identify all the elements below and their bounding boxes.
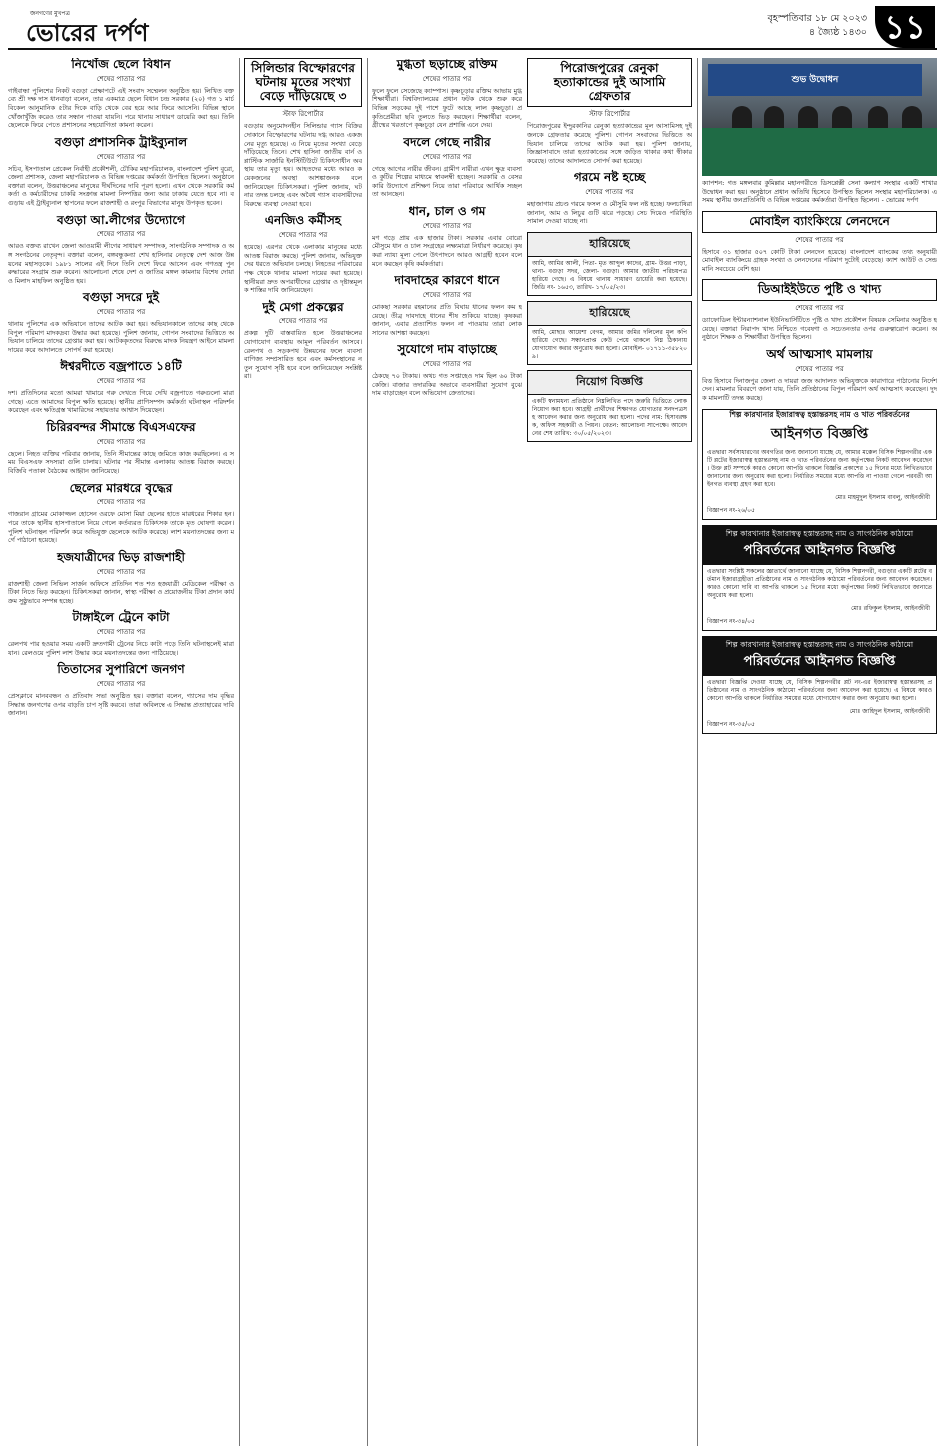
byline: শেষের পাতার পর	[96, 628, 146, 637]
byline: শেষের পাতার পর	[96, 308, 146, 317]
byline: শেষের পাতার পর	[278, 231, 328, 240]
legal-notice-title: পরিবর্তনের আইনগত বিজ্ঞপ্তি	[743, 653, 896, 669]
story-heatwave-paddy	[372, 274, 522, 337]
byline: শেষের পাতার পর	[96, 567, 146, 576]
story-body: সচিব, ইসপাতাল প্রেকেল নির্বাহী প্রকৌশলী, চৌকির মহাপরিচালক, বাংলাদেশ পুলিশ বুরো, জেলা প্রশাসক, জেলা মহাপরিচালক ও বিভিন্ন দপ্তরের কর্মকর্তা উপস্থিত ছিলেন। অনুষ্ঠানে বক্তারা বলেন, উত্তরাঞ্চলের মানুষের দীর্ঘদিনের দাবি পূরণ হলো। এখন থেকে সরকারি কর্মকর্তা ও কর্মচারীদের চাকরি সংক্রান্ত মামলা নিষ্পত্তির জন্য আর ঢাকায় যেতে হবে না। বগুড়ায় এই ট্রাইব্যুনাল স্থাপনের ফলে রাজশাহী ও রংপুর বিভাগের মানুষ উপকৃত হবেন।	[8, 164, 234, 207]
legal-notice-header	[703, 637, 936, 676]
headline: বগুড়া প্রশাসনিক ট্রাইব্যুনাল	[54, 134, 188, 149]
story-body: বিত্ত হিসাবে দিনাজপুর জেলা ও দায়রা জজ আদালত অভিযুক্তকে কারাগারে পাঠানোর নির্দেশ দেন। মামলার বিবরণে জানা যায়, তিনি প্রতিষ্ঠানের বিপুল পরিমাণ অর্থ আত্মসাৎ করেছেন। দুদক মামলাটি তদন্ত করছে।	[702, 376, 937, 402]
classified-body: একটি স্বনামধন্য প্রতিষ্ঠানে নিম্নলিখিত পদে জরুরি ভিত্তিতে লোক নিয়োগ করা হবে। আগ্রহী প্রার্থীদের শিক্ষাগত যোগ্যতার সনদপত্রসহ আবেদন করার জন্য অনুরোধ করা হলো। পদের নাম: হিসাবরক্ষক, অফিস সহকারী ও পিয়ন। বেতন: আলোচনা সাপেক্ষে। আবেদনের শেষ তারিখ: ৩০/০৫/২০২৩।	[532, 397, 687, 437]
classified-title: হারিয়েছে	[528, 302, 691, 326]
masthead	[8, 6, 937, 50]
legal-notice-body: এতদ্বারা সংশ্লিষ্ট সকলের জ্ঞাতার্থে জানানো যাচ্ছে যে, বিসিক শিল্পনগরী, বগুড়ার একটি প্লটের বর্তমান ইজারাগ্রহীতা প্রতিষ্ঠানের নাম ও সাংগঠনিক কাঠামো পরিবর্তনের জন্য আবেদন করেছেন। কারও কোনো দাবি বা আপত্তি থাকলে ১৫ দিনের মধ্যে কর্তৃপক্ষের নিকট লিখিতভাবে জানাতে অনুরোধ করা হলো।	[707, 567, 932, 599]
byline: শেষের পাতার পর	[422, 290, 472, 299]
headline: অর্থ আত্মসাৎ মামলায়	[766, 346, 873, 361]
story-awami-league	[8, 214, 234, 286]
classified-lost-2	[527, 301, 692, 365]
story-mega-projects	[244, 301, 362, 381]
story-body: দশ। প্রতিদিনের মতো আমরা খামারে গরু দেখতে গিয়ে দেখি বজ্রপাতে গরুগুলো মারা গেছে। এতে আমাদের বিপুল ক্ষতি হয়েছে। স্থানীয় প্রাণিসম্পদ কর্মকর্তা ঘটনাস্থল পরিদর্শন করেছেন এবং ক্ষতিগ্রস্ত খামারিদের সহায়তার আশ্বাস দিয়েছেন।	[8, 389, 234, 415]
byline: শেষের পাতার পর	[96, 498, 146, 507]
date-line-2: ৪ জ্যৈষ্ঠ ১৪৩০	[808, 27, 867, 38]
story-body: মণ গড়ে প্রায় এক হাজার টাকা। সরকার এবার বোরো মৌসুমে ধান ও চাল সংগ্রহের লক্ষ্যমাত্রা নির্ধারণ করেছে। কৃষকরা ন্যায্য মূল্য পেলে উৎপাদনে আরও আগ্রহী হবেন বলে মনে করছেন কৃষি কর্মকর্তারা।	[372, 233, 522, 268]
story-hajj-pilgrims	[8, 551, 234, 606]
headline: মোবাইল ব্যাংকিংয়ে লেনদেনে	[702, 211, 937, 233]
column-divider	[697, 58, 698, 1446]
legal-notice-3	[702, 636, 937, 734]
byline: শেষের পাতার পর	[795, 235, 844, 244]
story-son-beating	[8, 482, 234, 545]
legal-notice-1	[702, 409, 937, 520]
legal-notice-ref: বিজ্ঞাপন নং-৩৪/০৫	[707, 617, 755, 625]
photo-banner-text: শুভ উদ্বোধন	[791, 75, 839, 85]
byline: শেষের পাতার পর	[422, 221, 472, 230]
byline: স্টাফ রিপোর্টার	[589, 110, 630, 119]
byline: শেষের পাতার পর	[96, 437, 146, 446]
column-divider	[239, 58, 240, 1446]
column-divider	[367, 58, 368, 1446]
story-admin-tribunal	[8, 136, 234, 208]
byline: শেষের পাতার পর	[795, 364, 844, 373]
story-train-accident	[8, 611, 234, 657]
story-renuka-murder	[527, 58, 692, 165]
byline: শেষের পাতার পর	[422, 74, 472, 83]
legal-notice-header	[703, 526, 936, 565]
story-krishnachura	[372, 58, 522, 130]
legal-notice-body: এতদ্বারা বিজ্ঞপ্তি দেওয়া যাচ্ছে যে, বিসিক শিল্পনগরীর প্লট নং-এর ইজারাস্বত্ব হস্তান্তরসহ প্রতিষ্ঠানের নাম ও সাংগঠনিক কাঠামো পরিবর্তনের জন্য আবেদন করা হয়েছে। এ বিষয়ে কারও কোনো আপত্তি থাকলে নির্ধারিত সময়ের মধ্যে যোগাযোগ করার জন্য অনুরোধ করা হলো।	[707, 678, 932, 702]
story-heat-damage	[527, 171, 692, 226]
classified-title: হারিয়েছে	[528, 233, 691, 257]
legal-notice-ref: বিজ্ঞাপন নং-২৬/০৫	[707, 506, 755, 514]
ceremony-table	[702, 128, 937, 176]
story-body: হিসাবে ৩১ হাজার ৫০৭ কোটি টাকা লেনদেন হয়েছে। বাংলাদেশ ব্যাংকের তথ্য অনুযায়ী মোবাইল ব্যাংকিংয়ে গ্রাহক সংখ্যা ও লেনদেনের পরিমাণ দুটোই বেড়েছে। ক্যাশ আউট ও সেন্ড মানি সবচেয়ে বেশি হয়।	[702, 247, 937, 273]
story-body: রেলপথ পার হওয়ার সময় একটি দ্রুতগামী ট্রেনের নিচে কাটা পড়ে তিনি ঘটনাস্থলেই মারা যান। রেলওয়ে পুলিশ লাশ উদ্ধার করে ময়নাতদন্তের জন্য পাঠিয়েছে।	[8, 640, 234, 657]
column-1	[8, 58, 234, 1446]
photo-banner	[708, 64, 922, 96]
headline: ছেলের মারধরে বৃদ্ধের	[69, 480, 173, 495]
byline: শেষের পাতার পর	[422, 152, 472, 161]
headline: বগুড়া আ.লীগের উদ্যোগে	[56, 212, 186, 227]
story-body: থানায় পুলিশের এক অভিযানে তাদের আটক করা হয়। অভিযানকালে তাদের কাছ থেকে বিপুল পরিমাণ মাদকদ্রব্য উদ্ধার করা হয়েছে। পুলিশ জানায়, গোপন সংবাদের ভিত্তিতে অভিযান চালিয়ে তাদের গ্রেপ্তার করা হয়। আটককৃতদের বিরুদ্ধে মাদক নিয়ন্ত্রণ আইনে মামলা দায়ের করে আদালতে সোপর্দ করা হয়েছে।	[8, 320, 234, 354]
story-cylinder-blast	[244, 58, 362, 208]
legal-notice-body: এতদ্বারা সর্বসাধারণের অবগতির জন্য জানানো যাচ্ছে যে, আমার মক্কেল বিসিক শিল্পনগরীর একটি প্লটের ইজারাস্বত্ব হস্তান্তরসহ নাম ও খাত পরিবর্তনের জন্য কর্তৃপক্ষের নিকট আবেদন করেছেন। উক্ত প্লট সম্পর্কে কারও কোনো আপত্তি থাকলে বিজ্ঞপ্তি প্রকাশের ১৫ দিনের মধ্যে লিখিতভাবে জানানোর জন্য অনুরোধ করা হলো। নির্ধারিত সময়ের মধ্যে আপত্তি না পাওয়া গেলে পরবর্তী আইনগত ব্যবস্থা গ্রহণ করা হবে।	[707, 448, 932, 488]
headline: বগুড়া সদরে দুই	[83, 290, 159, 305]
story-lightning	[8, 360, 234, 415]
story-bogura-sadar	[8, 291, 234, 354]
newspaper-logo: ভোরের দর্পণ	[26, 19, 149, 47]
story-body: বগুড়ায় অনুমোদনহীন সিলিন্ডার গ্যাস বিক্রির দোকানে বিস্ফোরণের ঘটনায় দগ্ধ আরও একজনের মৃত্যু হয়েছে। এ নিয়ে মৃতের সংখ্যা বেড়ে দাঁড়িয়েছে তিনে। শেখ হাসিনা জাতীয় বার্ন ও প্লাস্টিক সার্জারি ইনস্টিটিউটে চিকিৎসাধীন অবস্থায় তার মৃত্যু হয়। আহতদের মধ্যে আরও কয়েকজনের অবস্থা আশঙ্কাজনক বলে জানিয়েছেন চিকিৎসকরা। পুলিশ জানায়, ঘটনার তদন্ত চলছে এবং অবৈধ গ্যাস ব্যবসায়ীদের বিরুদ্ধে ব্যবস্থা নেওয়া হবে।	[244, 122, 362, 208]
legal-notice-2	[702, 525, 937, 631]
legal-notice-subtitle: শিল্প কারখানার ইজারাস্বত্ব হস্তান্তরসহ নাম ও খাত পরিবর্তনের	[729, 409, 910, 419]
headline: গরমে নষ্ট হচ্ছে	[573, 170, 646, 185]
story-price-hike	[372, 343, 522, 398]
headline: দাবদাহের কারণে ধানে	[394, 273, 500, 288]
story-titas-gas	[8, 663, 234, 718]
story-body: হয়েছে। এরপর থেকে এলাকার মানুষের মধ্যে আতঙ্ক বিরাজ করছে। পুলিশ জানায়, অভিযুক্তদের ধরতে অভিযান চলছে। নিহতের পরিবারের পক্ষ থেকে থানায় মামলা দায়ের করা হয়েছে। স্থানীয়রা দ্রুত অপরাধীদের গ্রেপ্তার ও দৃষ্টান্তমূলক শাস্তির দাবি জানিয়েছেন।	[244, 243, 362, 295]
story-body: পিরোজপুরের ইন্দুরকানির রেনুকা হত্যাকান্ডের মূল আসামিসহ দুইজনকে গ্রেফতার করেছে পুলিশ। গোপন সংবাদের ভিত্তিতে অভিযান চালিয়ে তাদের আটক করা হয়। পুলিশ জানায়, জিজ্ঞাসাবাদে তারা হত্যাকাণ্ডের সঙ্গে জড়িত থাকার কথা স্বীকার করেছে। তাদের আদালতে সোপর্দ করা হয়েছে।	[527, 122, 692, 165]
headline: এনজিও কর্মীসহ	[264, 213, 342, 228]
byline: শেষের পাতার পর	[96, 74, 146, 83]
column-2	[244, 58, 362, 1446]
story-border-bsf	[8, 421, 234, 476]
byline: শেষের পাতার পর	[795, 304, 844, 313]
story-rice-wheat	[372, 205, 522, 268]
date-line-1: বৃহস্পতিবার ১৮ মে ২০২৩	[767, 13, 867, 24]
issue-date	[767, 12, 867, 40]
byline: শেষের পাতার পর	[422, 360, 472, 369]
story-embezzlement	[702, 348, 937, 403]
classified-body: আমি, মোছাঃ আয়েশা বেগম, আমার জমির দলিলের মূল কপি হারিয়ে গেছে। সন্ধানপ্রাপ্ত কেউ পেয়ে থাকলে নিম্ন ঠিকানায় যোগাযোগ করার অনুরোধ করা হলো। মোবাইল- ০১৭১১-৩৫৮২০৯।	[532, 328, 687, 360]
headline: টাঙ্গাইলে ট্রেনে কাটা	[72, 610, 170, 625]
headline: হজযাত্রীদের ভিড় রাজশাহী	[57, 549, 185, 564]
news-photo	[702, 58, 937, 176]
headline: তিতাসের সুপারিশে জনগণ	[57, 662, 185, 677]
story-women-change	[372, 136, 522, 199]
story-body: ড্যাফোডিল ইন্টারন্যাশনাল ইউনিভার্সিটিতে পুষ্টি ও খাদ্য প্রকৌশল বিষয়ক সেমিনার অনুষ্ঠিত হয়েছে। বক্তারা নিরাপদ খাদ্য নিশ্চিতে গবেষণা ও সচেতনতার ওপর গুরুত্বারোপ করেন। অনুষ্ঠানে শিক্ষক ও শিক্ষার্থীরা উপস্থিত ছিলেন।	[702, 316, 937, 342]
byline: শেষের পাতার পর	[96, 230, 146, 239]
story-body: মোকছা সরকার রহমানের প্রতি বিঘায় ধানের ফলন কম হয়েছে। তীব্র দাবদাহে ধানের শীষ শুকিয়ে যাচ্ছে। কৃষকরা জানান, এবার প্রত্যাশিত ফলন না পাওয়ায় তারা লোকসানের আশঙ্কা করছেন।	[372, 302, 522, 337]
headline: সুযোগে দাম বাড়াচ্ছে	[397, 342, 497, 357]
column-4	[527, 58, 692, 1446]
story-body: প্রকল্প দুটি বাস্তবায়িত হলে উত্তরাঞ্চলের যোগাযোগ ব্যবস্থায় আমূল পরিবর্তন আসবে। রেলপথ ও সড়কপথ উন্নয়নের ফলে ব্যবসা বাণিজ্য সম্প্রসারিত হবে এবং কর্মসংস্থানের নতুন সুযোগ সৃষ্টি হবে বলে জানিয়েছেন সংশ্লিষ্টরা।	[244, 329, 362, 381]
legal-notice-title: পরিবর্তনের আইনগত বিজ্ঞপ্তি	[743, 542, 896, 558]
legal-notice-signature: মোঃ জাহিদুল ইসলাম, আইনজীবী	[849, 707, 930, 715]
headline: চিরিরবন্দর সীমান্তে বিএসএফের	[46, 420, 196, 435]
byline: শেষের পাতার পর	[96, 152, 146, 161]
story-body: ছেলে। নিহত ব্যক্তির পরিবার জানায়, তিনি সীমান্তের কাছে জমিতে কাজ করছিলেন। এ সময় বিএসএফ সদস্যরা গুলি চালায়। ঘটনার পর সীমান্ত এলাকায় আতঙ্ক বিরাজ করছে। বিজিবি পতাকা বৈঠকের আহ্বান জানিয়েছে।	[8, 449, 234, 476]
headline: ধান, চাল ও গম	[408, 203, 486, 218]
story-body: প্রেসক্লাবে মানববন্ধন ও প্রতিবাদ সভা অনুষ্ঠিত হয়। বক্তারা বলেন, গ্যাসের দাম বৃদ্ধির সিদ্ধান্ত জনগণের ওপর বাড়তি চাপ সৃষ্টি করবে। তারা অবিলম্বে এ সিদ্ধান্ত প্রত্যাহারের দাবি জানান।	[8, 692, 234, 718]
story-ngo-worker	[244, 214, 362, 294]
legal-notice-subtitle: শিল্প কারখানার ইজারাস্বত্ব হস্তান্তরসহ নাম ও সাংগঠনিক কাঠামো	[725, 639, 914, 649]
story-body: গাইবান্ধা পুলিশের নিকট বগুড়া প্রেক্ষাপটে এই সংবাদ সম্মেলন অনুষ্ঠিত হয়। লিখিত বক্তব্যে শ্রী দক্ষ দাস ধানবাড়া বলেন, তার একমাত্র ছেলে বিধান চন্দ্র সরকার (২০) গত ১ মার্চ বিকেল আনুমানিক ৫টার দিকে বাড়ি থেকে বের হয়ে আর ফিরে আসেনি। বিভিন্ন স্থানে খোঁজাখুঁজি করেও তার সন্ধান পাওয়া যায়নি। পরে থানায় সাধারণ ডায়েরি করা হয়। তিনি ছেলেকে ফিরে পেতে প্রশাসনের সহযোগিতা কামনা করেন।	[8, 86, 234, 130]
headline: পিরোজপুরের রেনুকা হত্যাকান্ডের দুই আসামি গ্রেফতার	[527, 58, 692, 107]
story-body: ফুলে ফুলে সেজেছে ক্যাম্পাস। কৃষ্ণচূড়ার রক্তিম আভায় মুগ্ধ শিক্ষার্থীরা। বিশ্ববিদ্যালয়ের প্রধান ফটক থেকে শুরু করে বিভিন্ন সড়কের দুই পাশে ফুটে আছে লাল কৃষ্ণচূড়া। প্রকৃতিপ্রেমীরা ছবি তুলতে ভিড় করছেন। শিক্ষার্থীরা বলেন, গ্রীষ্মের খরতাপে কৃষ্ণচূড়া যেন প্রশান্তি এনে দেয়।	[372, 86, 522, 130]
headline: ডিআইইউতে পুষ্টি ও খাদ্য	[702, 279, 937, 301]
classified-title: নিয়োগ বিজ্ঞপ্তি	[528, 371, 691, 395]
legal-notice-subtitle: শিল্প কারখানার ইজারাস্বত্ব হস্তান্তরসহ নাম ও সাংগঠনিক কাঠামো	[725, 528, 914, 538]
photo-caption: ক্যাপশন: গত মঙ্গলবার কুমিল্লার মহানগরীতে ডিসপ্লেক্সী সেনা কল্যাণ সংস্থার একটি শাখার উদ্বোধন করা হয়। অনুষ্ঠানে প্রধান অতিথি হিসেবে উপস্থিত ছিলেন সংস্থার মহাপরিচালক। এ সময় স্থানীয় জনপ্রতিনিধি ও বিভিন্ন দপ্তরের কর্মকর্তারা উপস্থিত ছিলেন। - ভোরের দর্পণ	[702, 179, 937, 205]
headline: মুগ্ধতা ছড়াচ্ছে রক্তিম	[396, 58, 498, 71]
byline: শেষের পাতার পর	[278, 317, 328, 326]
legal-notice-title: আইনগত বিজ্ঞপ্তি	[770, 425, 869, 442]
legal-notice-signature: মোঃ মাহমুদুল ইসলাম বাবলু, আইনজীবী	[835, 493, 930, 501]
story-body: গাজরান গ্রামের মোকাজ্জল হোসেন ওরফে মোসা মিয়া ছেলের হাতে মারধরের শিকার হন। পরে তাকে স্থানীয় হাসপাতালে নিয়ে গেলে কর্তব্যরত চিকিৎসক তাকে মৃত ঘোষণা করেন। পুলিশ ঘটনাস্থল পরিদর্শন করে অভিযুক্ত ছেলেকে আটক করেছে। লাশ ময়নাতদন্তের জন্য মর্গে পাঠানো হয়েছে।	[8, 510, 234, 545]
story-body: গেছে আগের নারীর জীবন। গ্রামীণ নারীরা এখন ক্ষুদ্র ব্যবসা ও কুটির শিল্পের মাধ্যমে স্বাবলম্বী হচ্ছেন। সরকারি ও বেসরকারি উদ্যোগে প্রশিক্ষণ নিয়ে তারা পরিবারে আর্থিক সচ্ছলতা আনছেন।	[372, 164, 522, 199]
headline: দুই মেগা প্রকল্পের	[262, 299, 344, 314]
legal-notice-signature: মোঃ রফিকুল ইসলাম, আইনজীবী	[851, 604, 930, 612]
legal-notice-header	[703, 410, 936, 446]
headline: বদলে গেছে নারীর	[403, 134, 491, 149]
story-body: মহাজাগায় প্রচণ্ড গরমে ফসল ও মৌসুমি ফল নষ্ট হচ্ছে। ফলচাষিরা জানান, আম ও লিচুর গুটি ঝরে পড়ছে। সেচ দিয়েও পরিস্থিতি সামাল দেওয়া যাচ্ছে না।	[527, 200, 692, 226]
classified-body: আমি, আমির আলী, পিতা- মৃত আব্দুল কাদের, গ্রাম- উত্তর পাড়া, থানা- বগুড়া সদর, জেলা- বগুড়া। আমার জাতীয় পরিচয়পত্র হারিয়ে গেছে। এ বিষয়ে থানায় সাধারণ ডায়েরি করা হয়েছে। জিডি নং- ১৬৫৩, তারিখ- ১৭/০৫/২৩।	[532, 259, 687, 291]
brand-tagline: জনগণের মুখপত্র	[30, 10, 70, 17]
story-body: রাজশাহী জেলা সিভিল সার্জন অফিসে প্রতিদিন শত শত হজযাত্রী মেডিকেল পরীক্ষা ও টিকা নিতে ভিড় করছেন। চিকিৎসকরা জানান, স্বাস্থ্য পরীক্ষা ও প্রয়োজনীয় টিকা প্রদান কার্যক্রম সুষ্ঠুভাবে সম্পন্ন হচ্ছে।	[8, 579, 234, 605]
headline: ঈশ্বরদীতে বজ্রপাতে ১৪টি	[60, 359, 182, 374]
story-body: আরও বক্তব্য রাখেন জেলা আওয়ামী লীগের সাধারণ সম্পাদক, সাংগঠনিক সম্পাদক ও অঙ্গ সংগঠনের নেতৃবৃন্দ। বক্তারা বলেন, বঙ্গবন্ধুকন্যা শেখ হাসিনার নেতৃত্বে দেশ আজ উন্নয়নের মহাসড়কে। ১৯৮১ সালের এই দিনে তিনি দেশে ফিরে আসেন এবং গণতন্ত্র পুনরুদ্ধারের সংগ্রাম শুরু করেন। আলোচনা শেষে দেশ ও জাতির মঙ্গল কামনায় বিশেষ দোয়া ও মিলাদ মাহফিল অনুষ্ঠিত হয়।	[8, 242, 234, 285]
classified-job	[527, 370, 692, 442]
byline: শেষের পাতার পর	[96, 680, 146, 689]
byline: শেষের পাতার পর	[585, 188, 634, 197]
column-3	[372, 58, 522, 1446]
classified-lost-1	[527, 232, 692, 296]
story-mobile-banking	[702, 211, 937, 274]
headline: নিখোঁজ ছেলে বিধান	[71, 58, 171, 71]
story-diu-nutrition	[702, 279, 937, 342]
legal-notice-ref: বিজ্ঞাপন নং-৩৫/০৫	[707, 720, 755, 728]
story-missing-son	[8, 58, 234, 130]
page-number: ১১	[875, 6, 935, 48]
story-body: ঠেকছে ৭০ টাকায়। অথচ গত সপ্তাহেও দাম ছিল ৬০ টাকা কেজি। বাজার তদারকির অভাবে ব্যবসায়ীরা সুযোগ বুঝে দাম বাড়াচ্ছেন বলে অভিযোগ ক্রেতাদের।	[372, 372, 522, 398]
column-5	[702, 58, 937, 1446]
byline: শেষের পাতার পর	[96, 377, 146, 386]
headline: সিলিন্ডার বিস্ফোরণের ঘটনায় মৃতের সংখ্যা বেড়ে দাঁড়িয়েছে ৩	[244, 58, 362, 107]
byline: স্টাফ রিপোর্টার	[282, 110, 324, 119]
